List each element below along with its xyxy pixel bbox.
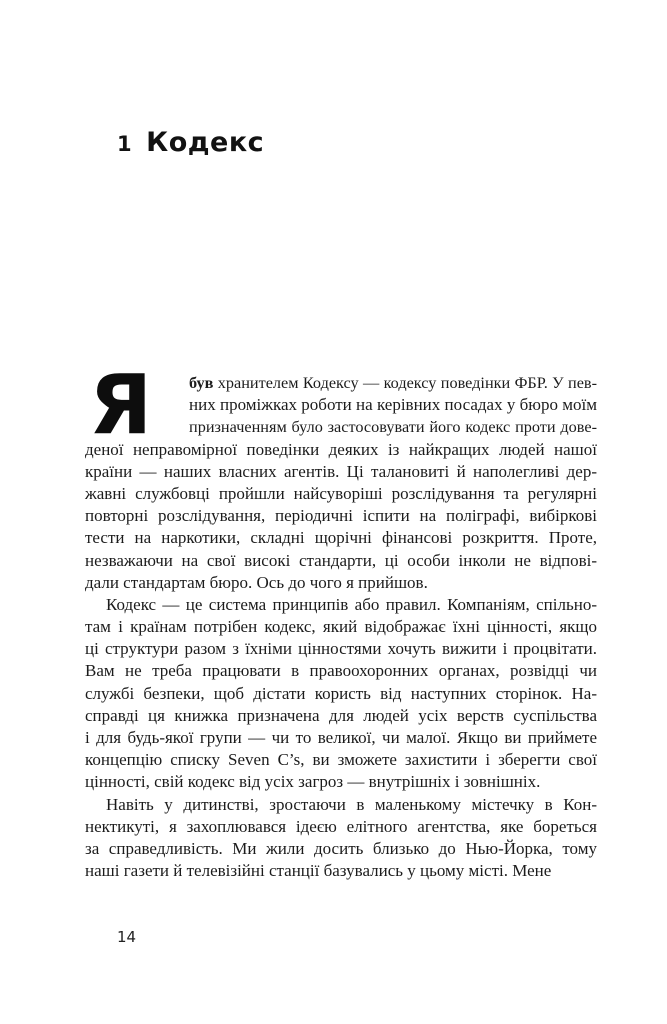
text-line: наші газети й телевізійні станції базувались у цьому місті. Мене: [85, 861, 552, 881]
text-line: і для будь-якої групи — чи то великої, чи малої. Якщо ви приймете: [85, 728, 597, 747]
body-text: [85, 372, 597, 882]
text-line: дали стандартам бюро. Ось до чого я прийшов.: [85, 572, 428, 592]
text-line: ці структури разом з їхніми цінностями хочуть вижити і процвітати.: [85, 639, 597, 659]
text-line: там і країнам потрібен кодекс, який відображає їхні цінності, якщо: [85, 617, 597, 637]
text-line: Кодекс — це система принципів або правил. Компаніям, спільно-: [106, 594, 597, 614]
text-line: концепцію списку Seven C’s, ви зможете захистити і зберегти свої: [85, 750, 597, 770]
text-line: Вам не треба працювати в правоохоронних органах, розвідці чи: [85, 661, 597, 681]
text-line: нектикуті, я захоплювався ідеєю елітного агентства, яке бореться: [85, 816, 597, 836]
text-line: призначенням було застосовувати його кодекс проти дове-: [189, 418, 597, 437]
drop-cap-letter: Я: [89, 358, 153, 453]
text-line: повторні розслідування, періодичні іспити на поліграфі, вибіркові: [85, 506, 597, 526]
text-line: службі безпеки, щоб дістати користь від наступних сторінок. На-: [85, 683, 597, 703]
text-line: деної неправомірної поведінки деяких із найкращих людей нашої: [85, 439, 597, 459]
text-line: них проміжках роботи на керівних посадах у бюро моїм: [189, 395, 597, 415]
text-line: незважаючи на свої високі стандарти, ці особи інколи не відпові-: [85, 550, 597, 570]
text-line: країни — наших власних агентів. Ці талановиті й наполегливі дер-: [85, 461, 597, 481]
text-line: жавні службовці пройшли найсуворіші розслідування та регулярні: [85, 483, 597, 503]
chapter-title: Кодекс: [146, 127, 265, 158]
text-line: Навіть у дитинстві, зростаючи в маленькому містечку в Кон-: [106, 794, 597, 814]
text-line: за справедливість. Ми жили досить близько до Нью-Йорка, тому: [85, 838, 597, 858]
text-line: тести на наркотики, складні щорічні фінансові розкриття. Проте,: [85, 528, 597, 548]
text-line: був хранителем Кодексу — кодексу поведінки ФБР. У пев-: [189, 374, 597, 392]
chapter-heading: [117, 127, 264, 158]
text-line: справді ця книжка призначена для людей усіх верств суспільства: [85, 705, 597, 725]
bold-lead: був: [189, 374, 214, 392]
text-line: цінності, свій кодекс від усіх загроз — внутрішніх і зовнішніх.: [85, 772, 541, 792]
page-number: 14: [117, 928, 137, 946]
chapter-number: 1: [117, 132, 133, 156]
